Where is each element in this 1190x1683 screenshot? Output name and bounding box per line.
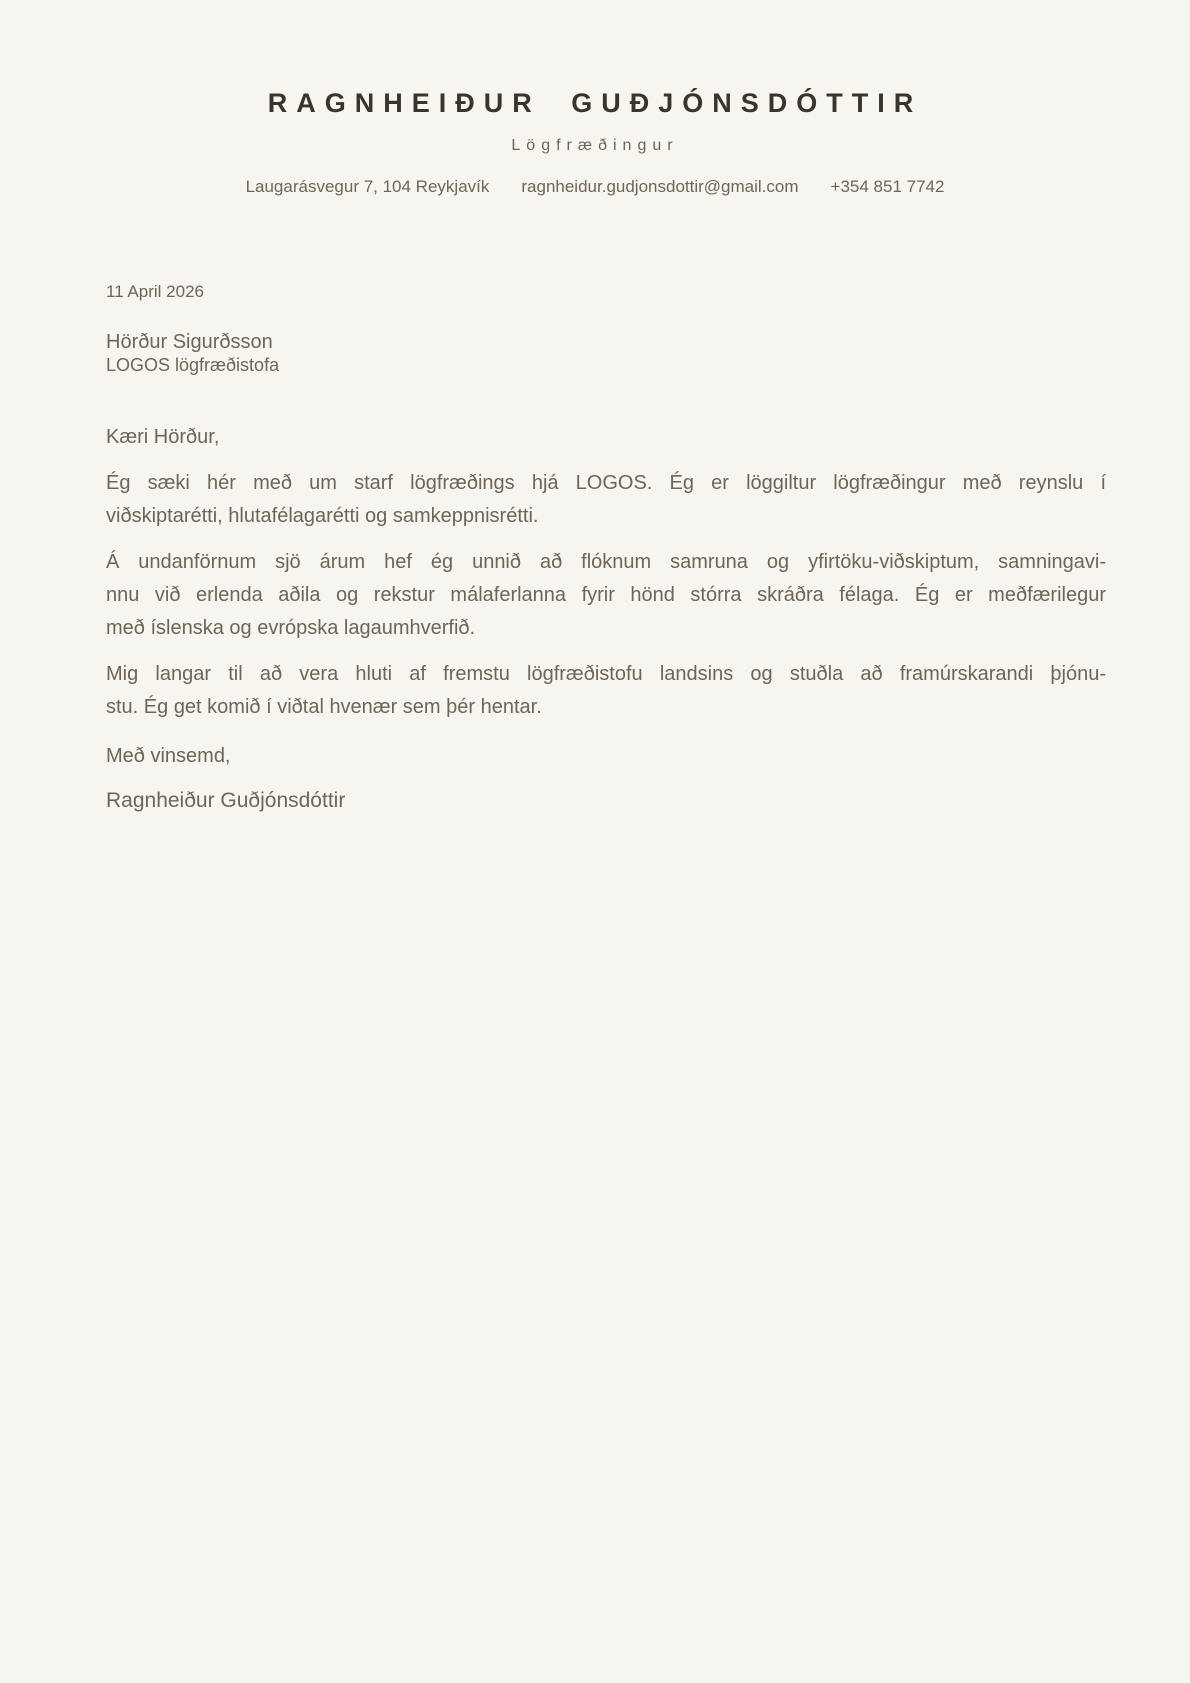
paragraph-line: Mig langar til að vera hluti af fremstu lögfræðistofu landsins og stuðla að framúrskarandi þjónu- (106, 663, 1106, 685)
paragraph-line: Ég sæki hér með um starf lögfræðings hjá LOGOS. Ég er löggiltur lögfræðingur með reynslu í (106, 472, 1106, 494)
paragraph-line: nnu við erlenda aðila og rekstur málaferlanna fyrir hönd stórra skráðra félaga. Ég er meðfærilegur (106, 584, 1106, 606)
paragraph-2 (106, 546, 1106, 645)
paragraph-line: viðskiptarétti, hlutafélagarétti og samkeppnisrétti. (106, 505, 539, 527)
paragraph-3 (106, 658, 1106, 724)
closing-salutation: Með vinsemd, (106, 745, 231, 767)
recipient-company: LOGOS lögfræðistofa (106, 355, 280, 375)
paragraph-line: Á undanförnum sjö árum hef ég unnið að flóknum samruna og yfirtöku-viðskiptum, samningavi- (106, 551, 1106, 573)
applicant-title: Lögfræðingur (511, 137, 679, 154)
contact-phone: +354 851 7742 (830, 177, 945, 196)
recipient-block (106, 330, 1106, 377)
letter-body (106, 282, 1106, 817)
letterhead (0, 0, 1190, 197)
signature-name: Ragnheiður Guðjónsdóttir (106, 789, 346, 812)
applicant-name: RAGNHEIÐUR GUÐJÓNSDÓTTIR (267, 88, 923, 118)
recipient-name: Hörður Sigurðsson (106, 331, 273, 353)
contact-email: ragnheidur.gudjonsdottir@gmail.com (521, 177, 799, 196)
paragraph-line: með íslenska og evrópska lagaumhverfið. (106, 617, 476, 639)
paragraph-1 (106, 467, 1106, 533)
greeting: Kæri Hörður, (106, 426, 220, 448)
contact-row (0, 176, 1190, 197)
paragraph-line: stu. Ég get komið í viðtal hvenær sem þér hentar. (106, 696, 542, 718)
contact-address: Laugarásvegur 7, 104 Reykjavík (245, 177, 490, 196)
letter-date: 11 April 2026 (106, 282, 204, 301)
